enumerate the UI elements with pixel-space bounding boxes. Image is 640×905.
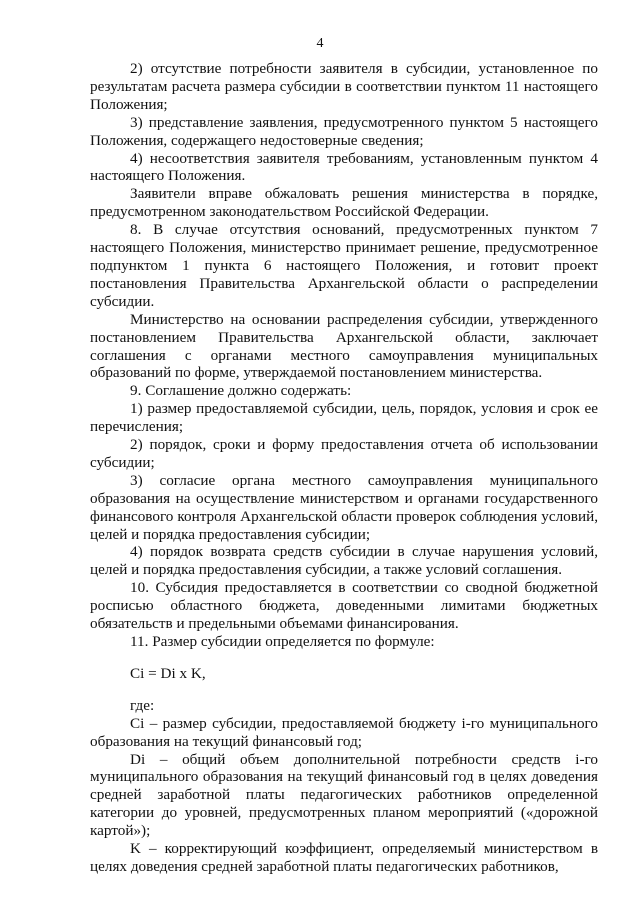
document-body — [90, 60, 598, 876]
paragraph: 8. В случае отсутствия оснований, предусмотренных пунктом 7 настоящего Положения, министерство принимает решение, предусмотренное подпунктом 1 пункта 6 настоящего Положения, и готовит проект постановления Правительства Архангельской области о распределении субсидии. — [90, 221, 598, 310]
paragraph: 10. Субсидия предоставляется в соответствии со сводной бюджетной росписью областного бюджета, доведенными лимитами бюджетных обязательств и предельными объемами финансирования. — [90, 579, 598, 633]
formula: Ci = Di х K, — [130, 664, 206, 682]
paragraph: 3) представление заявления, предусмотренного пунктом 5 настоящего Положения, содержащего недостоверные сведения; — [90, 113, 598, 149]
paragraph: 2) отсутствие потребности заявителя в субсидии, установленное по результатам расчета размера субсидии в соответствии пунктом 11 настоящего Положения; — [90, 60, 598, 113]
paragraph: 9. Соглашение должно содержать: — [130, 382, 352, 400]
paragraph: Заявители вправе обжаловать решения министерства в порядке, предусмотренном законодательством Российской Федерации. — [90, 185, 598, 221]
definition: K – корректирующий коэффициент, определяемый министерством в целях доведения средней заработной платы педагогических работников, — [90, 840, 598, 875]
paragraph: Министерство на основании распределения субсидии, утвержденного постановлением Правительства Архангельской области, заключает соглашения с органами местного самоуправления муниципальных образований по форме, утверждаемой постановлением министерства. — [90, 310, 598, 382]
definition: Ci – размер субсидии, предоставляемой бюджету i-го муниципального образования на текущий финансовый год; — [90, 714, 598, 750]
paragraph: 4) несоответствия заявителя требованиям, установленным пунктом 4 настоящего Положения. — [90, 149, 598, 185]
page-number: 4 — [316, 36, 324, 51]
paragraph: 2) порядок, сроки и форму предоставления отчета об использовании субсидии; — [90, 436, 598, 471]
paragraph: 11. Размер субсидии определяется по формуле: — [130, 633, 435, 650]
paragraph: 3) согласие органа местного самоуправления муниципального образования на осуществление министерством и органами государственного финансового контроля Архангельской области проверок соблюдения условий, целей и порядка предоставления субсидии; — [90, 471, 598, 543]
definition: Di – общий объем дополнительной потребности средств i-го муниципального образования на текущий финансовый год в целях доведения средней заработной платы педагогических работников определенной категории до уровней, предусмотренных планом мероприятий («дорожной картой»); — [90, 750, 598, 840]
where-label: где: — [130, 696, 155, 714]
paragraph: 4) порядок возврата средств субсидии в случае нарушения условий, целей и порядка предоставления субсидии, а также условий соглашения. — [90, 543, 598, 579]
paragraph: 1) размер предоставляемой субсидии, цель, порядок, условия и срок ее перечисления; — [90, 400, 598, 436]
